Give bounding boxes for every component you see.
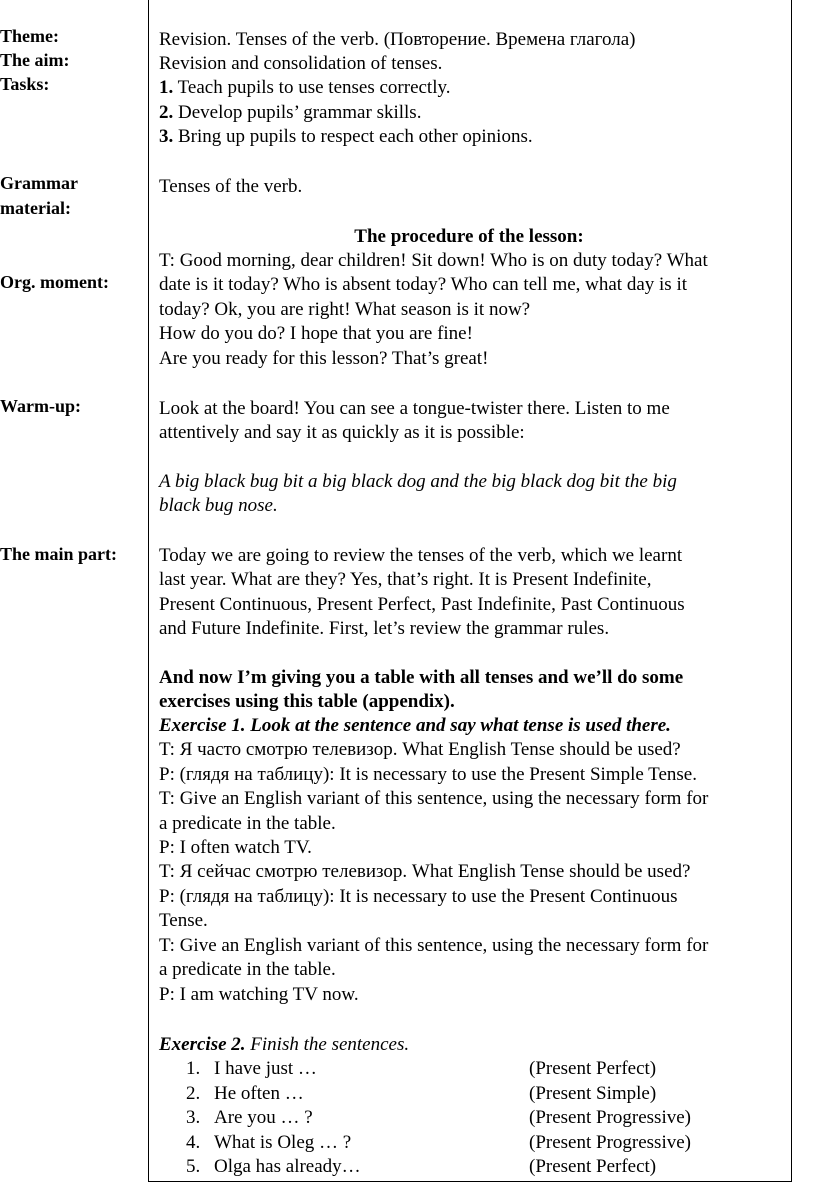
dialogue-line: a predicate in the table. [159, 813, 336, 834]
list-item-number: 5. [186, 1156, 201, 1177]
label-grammar-line1: Grammar [0, 173, 78, 193]
task-text: Develop pupils’ grammar skills. [173, 102, 422, 123]
list-item-tense: (Present Perfect) [529, 1058, 657, 1079]
text-line: attentively and say it as quickly as it is possible: [159, 422, 525, 443]
table-intro-line: exercises using this table (appendix). [159, 691, 455, 712]
dialogue-line: P: (глядя на таблицу): It is necessary to use the Present Simple Tense. [159, 764, 697, 785]
dialogue-line: P: I am watching TV now. [159, 984, 359, 1005]
list-item-number: 3. [186, 1107, 201, 1128]
list-item-text: Are you … ? [214, 1107, 313, 1128]
tongue-twister-line: black bug nose. [159, 495, 278, 516]
dialogue-line: a predicate in the table. [159, 959, 336, 980]
list-item-number: 4. [186, 1132, 201, 1153]
dialogue-line: T: Я сейчас смотрю телевизор. What English Tense should be used? [159, 861, 691, 882]
exercise1-title: Exercise 1. Look at the sentence and say what tense is used there. [159, 715, 671, 736]
label-aim: The aim: [0, 50, 70, 70]
list-item-tense: (Present Progressive) [529, 1107, 691, 1128]
dialogue-line: P: (глядя на таблицу): It is necessary to use the Present Continuous [159, 886, 678, 907]
list-item-text: What is Oleg … ? [214, 1132, 352, 1153]
dialogue-line: Tense. [159, 910, 208, 931]
label-tasks: Tasks: [0, 74, 50, 94]
dialogue-line: T: Give an English variant of this sentence, using the necessary form for [159, 935, 709, 956]
table-intro-line: And now I’m giving you a table with all tenses and we’ll do some [159, 667, 684, 688]
label-warm-up: Warm-up: [0, 396, 81, 416]
exercise2-title-rest: Finish the sentences. [245, 1034, 410, 1055]
list-item-tense: (Present Simple) [529, 1083, 657, 1104]
label-org-moment: Org. moment: [0, 272, 109, 292]
task-item [159, 125, 533, 149]
list-item-tense: (Present Perfect) [529, 1156, 657, 1177]
text-line: today? Ok, you are right! What season is it now? [159, 299, 531, 320]
list-item-text: He often … [214, 1083, 304, 1104]
label-grammar-line2: material: [0, 198, 71, 218]
task-number: 2. [159, 102, 174, 123]
dialogue-line: T: Give an English variant of this sentence, using the necessary form for [159, 788, 709, 809]
exercise2-title-bold: Exercise 2. [159, 1034, 246, 1055]
list-item-text: I have just … [214, 1058, 317, 1079]
text-line: Look at the board! You can see a tongue-twister there. Listen to me [159, 398, 670, 419]
dialogue-line: T: Я часто смотрю телевизор. What English Tense should be used? [159, 739, 681, 760]
list-item-number: 1. [186, 1058, 201, 1079]
aim-text: Revision and consolidation of tenses. [159, 53, 443, 74]
dialogue-line: P: I often watch TV. [159, 837, 312, 858]
text-line: Today we are going to review the tenses of the verb, which we learnt [159, 545, 683, 566]
text-line: How do you do? I hope that you are fine! [159, 323, 473, 344]
grammar-text: Tenses of the verb. [159, 176, 303, 197]
text-line: Are you ready for this lesson? That’s great! [159, 348, 489, 369]
label-main-part: The main part: [0, 544, 117, 564]
task-item [159, 101, 421, 125]
task-text: Teach pupils to use tenses correctly. [173, 77, 451, 98]
list-item-number: 2. [186, 1083, 201, 1104]
text-line: T: Good morning, dear children! Sit down! Who is on duty today? What [159, 250, 708, 271]
tongue-twister-line: A big black bug bit a big black dog and the big black dog bit the big [159, 471, 677, 492]
text-line: Present Continuous, Present Perfect, Past Indefinite, Past Continuous [159, 594, 685, 615]
task-number: 1. [159, 77, 174, 98]
task-text: Bring up pupils to respect each other opinions. [173, 126, 533, 147]
list-item-text: Olga has already… [214, 1156, 361, 1177]
task-item [159, 76, 451, 100]
exercise2-title [159, 1033, 409, 1057]
procedure-title: The procedure of the lesson: [354, 226, 584, 247]
list-item-tense: (Present Progressive) [529, 1132, 691, 1153]
task-number: 3. [159, 126, 174, 147]
text-line: date is it today? Who is absent today? Who can tell me, what day is it [159, 274, 688, 295]
text-line: and Future Indefinite. First, let’s review the grammar rules. [159, 618, 610, 639]
label-theme: Theme: [0, 26, 59, 46]
theme-text: Revision. Tenses of the verb. (Повторение. Времена глагола) [159, 29, 636, 50]
text-line: last year. What are they? Yes, that’s right. It is Present Indefinite, [159, 569, 652, 590]
